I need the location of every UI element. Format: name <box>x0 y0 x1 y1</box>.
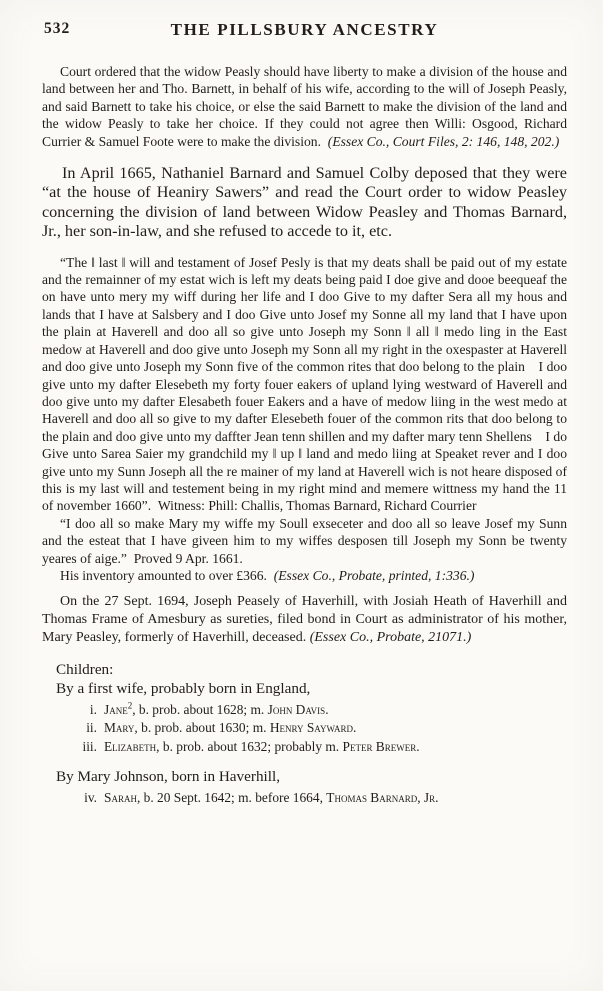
child-end: . <box>352 720 357 736</box>
child-row-elizabeth <box>70 738 567 756</box>
child-numeral: iv. <box>84 789 97 805</box>
child-name: Sarah <box>104 789 137 805</box>
children-heading: Children: <box>56 661 114 679</box>
child-row-mary <box>70 719 567 737</box>
child-numeral: i. <box>89 702 97 718</box>
citation-court-files: (Essex Co., Court Files, 2: 146, 148, 202.) <box>327 133 560 149</box>
paragraph-inventory <box>42 567 567 584</box>
will-block <box>42 254 567 585</box>
running-header <box>42 20 567 42</box>
page-content <box>42 20 567 807</box>
child-spouse: Peter Brewer <box>342 738 417 754</box>
group-first-wife-label: By a first wife, probably born in England, <box>56 680 311 698</box>
citation-probate: (Essex Co., Probate, 21071.) <box>309 629 472 645</box>
page-number: 532 <box>44 20 71 37</box>
group-mary-johnson-label: By Mary Johnson, born in Haverhill, <box>56 767 280 785</box>
child-detail: , b. 20 Sept. 1642; m. before 1664, <box>136 789 327 805</box>
child-name: Jane <box>104 702 128 718</box>
generation-superscript: 2 <box>127 700 133 711</box>
child-numeral: iii. <box>82 738 97 754</box>
child-numeral: ii. <box>86 720 97 736</box>
body-text <box>42 63 567 807</box>
executor-text: “I doo all so make Mary my wiffe my Soull exseceter and doo all so leave Josef my Sunn and the esteat that I have giveen him to my wiffes desposen till Joseph my Sonn be twenty yeares of aige.” Proved 9 Apr. 1661. <box>42 515 567 566</box>
child-spouse: Thomas Barnard, Jr <box>326 789 436 805</box>
child-row-jane <box>70 701 567 719</box>
deposition-text: In April 1665, Nathaniel Barnard and Samuel Colby deposed that they were “at the house of Heaniry Sawers” and read the Court order to widow Peasley concerning the division of land between Widow Peasley and Thomas Barnard, Jr., her son-in-law, and she refused to accede to it, etc. <box>42 164 567 241</box>
child-name: Mary <box>104 720 135 736</box>
child-detail: , b. prob. about 1630; m. <box>134 720 270 736</box>
child-spouse: Henry Sayward <box>269 720 353 736</box>
court-order-text: Court ordered that the widow Peasly should have liberty to make a division of the house and land between her and Tho. Barnett, in behalf of his wife, according to the will of Joseph Peasly, and said Barnett to take his choice, or else the said Barnett to make the division of the land and the widow Peasly to take her choice. If they could not agree then Willi: Osgood, Richard Currier & Samuel Foote were to make the division. <box>42 64 567 149</box>
child-end: . <box>325 702 329 718</box>
child-detail: , b. prob. about 1632; probably m. <box>156 738 343 754</box>
child-end: . <box>416 738 420 754</box>
page-title: THE PILLSBURY ANCESTRY <box>170 20 439 39</box>
citation-probate-printed: (Essex Co., Probate, printed, 1:336.) <box>273 567 475 583</box>
paragraph-will <box>42 254 567 515</box>
paragraph-bond <box>42 593 567 646</box>
paragraph-executor <box>42 515 567 567</box>
child-spouse: John Davis <box>267 702 326 718</box>
child-row-sarah <box>70 789 567 807</box>
child-detail: , b. prob. about 1628; m. <box>132 702 268 718</box>
child-end: . <box>435 789 439 805</box>
child-name: Elizabeth <box>104 738 157 754</box>
paragraph-court-order <box>42 63 567 150</box>
inventory-text: His inventory amounted to over £366. <box>60 567 274 583</box>
paragraph-deposition <box>42 164 567 242</box>
bond-text: On the 27 Sept. 1694, Joseph Peasely of Haverhill, with Josiah Heath of Haverhill and Thomas Frame of Amesbury as sureties, filed bond in Court as administrator of his mother, Mary Peasley, formerly of Haverhill, deceased. <box>42 594 567 645</box>
will-text: “The ‖ last ‖ will and testament of Josef Pesly is that my deats shall be paid out of my estate and the remainner of my estat wich is left my deats being paid I doe give and dooe beequeaf the on have unto mery my wiff during her life and I doo Give to my dafter Sera all my hous and lands that I have at Salsbery and I doo Give unto Josef my Sonne all my land that I have upon the plain at Haverell and doo all so give unto Joseph my Sonn ‖ all ‖ medo ling in the East medow at Haverell and doo give unto Joseph my Sonn all my right in the oxespaster at Haverell and doo give unto Joseph my Sonn five of the common rites that doo belong to the plain I doo give unto my dafter Elesebeth my forty fouer eakers of upland lying westward of Haverell and doo give unto my dafter Elesabeth fouer Eakers and a have of medow liing in the west medo at Haverell and doo all so give to my dafter Elesebeth fouer of the common rits that doo belong to the plain and doo give unto my daffter Jean tenn shillen and my dafter mary tenn Shellens I do Give unto Sarea Saier my grandchild my ‖ up ‖ land and medo liing at Speaket rever and I doo give unto my Sunn Joseph all the re mainer of my land at Haverell wich is not heare disposed of this is my last will and testement being in my right mind and memere wittness my hand the 11 of november 1660”. Witness: Phill: Challis, Thomas Barnard, Richard Courrier <box>42 254 567 514</box>
